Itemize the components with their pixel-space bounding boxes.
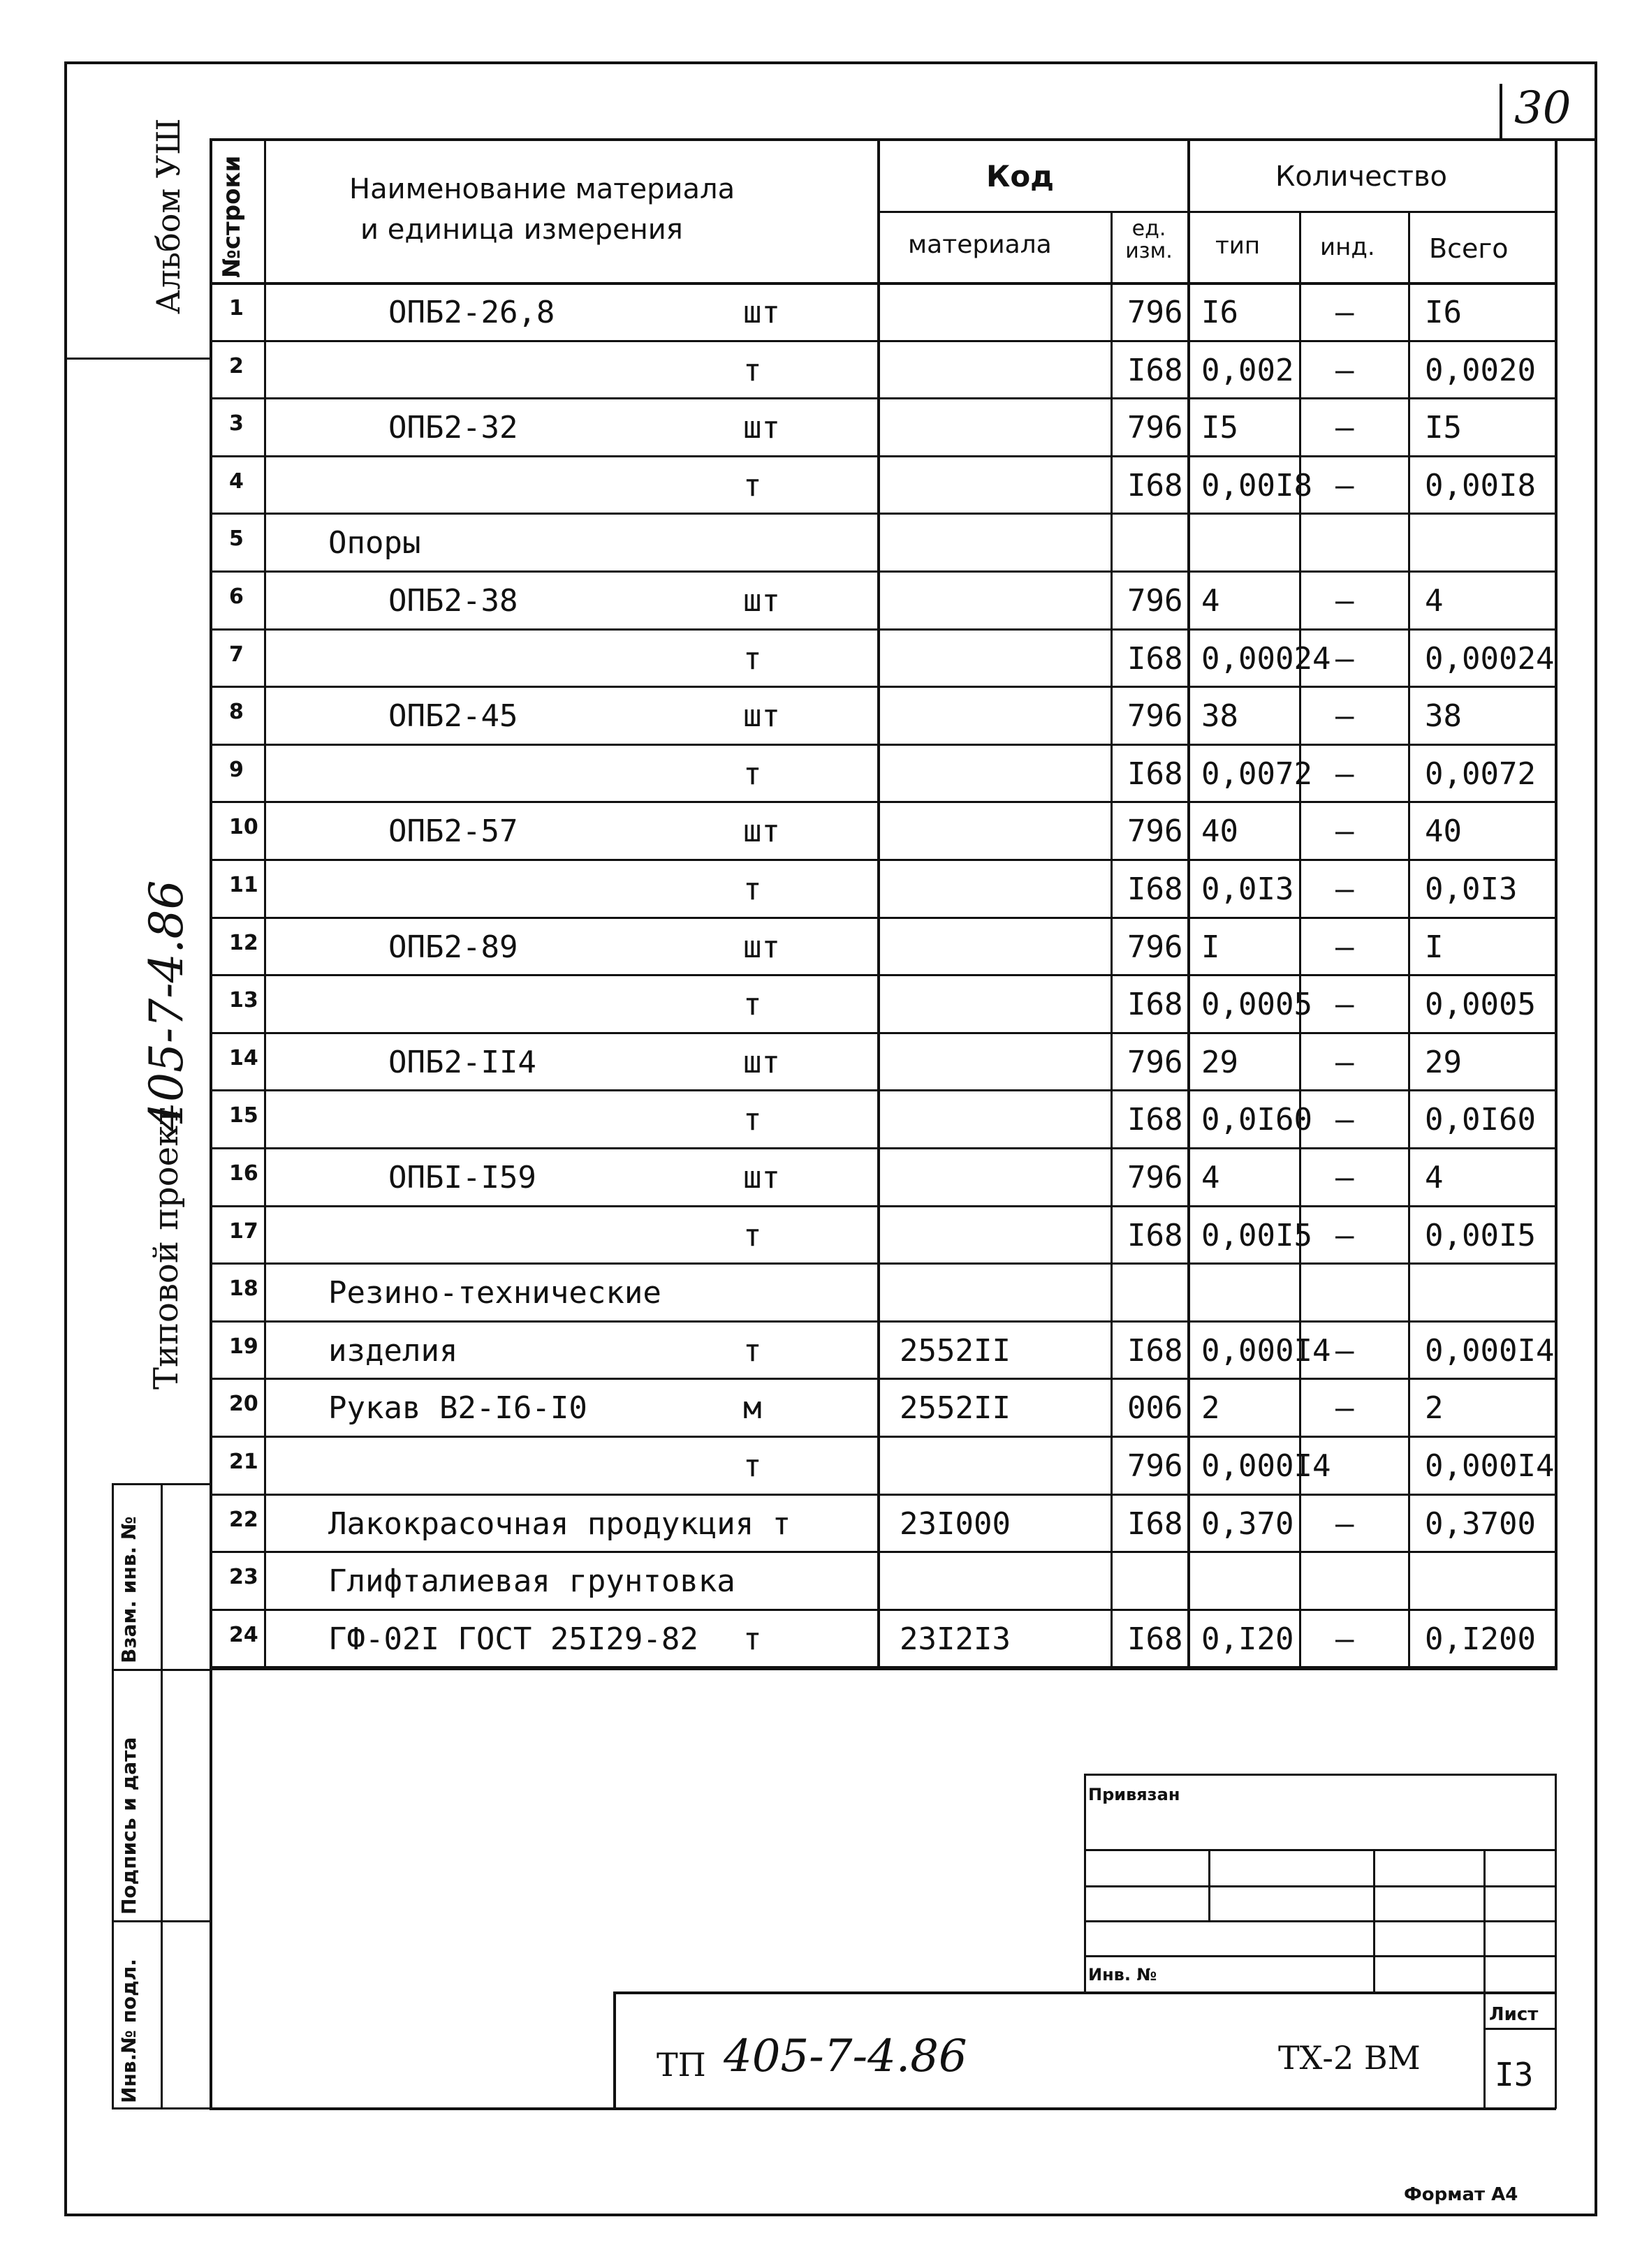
cell-ind: – (1335, 1332, 1354, 1369)
frame-right (1595, 61, 1597, 2216)
tb-col-3 (1483, 1849, 1486, 2107)
table-bottom (210, 1667, 1556, 1670)
cell-ind: – (1335, 813, 1354, 850)
cell-typ: 0,0I3 (1201, 871, 1294, 907)
row-number: 14 (229, 1045, 258, 1070)
cell-typ: 4 (1201, 1160, 1220, 1195)
frame-top (64, 61, 1597, 64)
tb-main-left (613, 1991, 616, 2109)
header-material: материала (908, 230, 1052, 259)
cell-unit: шт (743, 583, 780, 619)
cell-ind: – (1335, 1390, 1354, 1427)
cell-mat: 2552II (900, 1390, 1011, 1427)
cell-code: I68 (1127, 871, 1183, 907)
cell-ind: – (1335, 1505, 1354, 1542)
cell-code: 796 (1127, 1160, 1183, 1195)
table-row (210, 975, 1556, 1033)
table-row (210, 860, 1556, 918)
cell-unit: шт (743, 813, 780, 850)
cell-mat: 23I000 (900, 1505, 1011, 1542)
side-stamp-left (112, 1483, 114, 2109)
cell-total: 0,00024 (1425, 640, 1555, 677)
cell-code: 796 (1127, 698, 1183, 735)
frame-bottom (64, 2214, 1597, 2216)
row-number: 3 (229, 411, 244, 436)
table-row (210, 1552, 1556, 1610)
cell-code: I68 (1127, 756, 1183, 792)
cell-unit: шт (743, 929, 780, 965)
cell-typ: 38 (1201, 698, 1238, 735)
cell-total: 29 (1425, 1044, 1462, 1080)
stamp-inv: Инв. № (1088, 1965, 1157, 1984)
cell-code: I68 (1127, 1217, 1183, 1253)
table-row (210, 572, 1556, 630)
cell-code: I68 (1127, 352, 1183, 388)
cell-name: Опоры (328, 525, 421, 561)
tb-col-1 (1208, 1849, 1210, 1922)
cell-ind: – (1335, 467, 1354, 503)
row-number: 5 (229, 526, 244, 552)
row-number: 13 (229, 988, 258, 1013)
cell-total: 0,0I60 (1425, 1102, 1536, 1138)
cell-ind: – (1335, 1102, 1354, 1138)
cell-unit: шт (743, 410, 780, 446)
side-stamp-label-3: Инв.№ подл. (117, 1959, 140, 2103)
row-number: 22 (229, 1507, 258, 1532)
row-number: 21 (229, 1450, 258, 1474)
format-label: Формат А4 (1404, 2184, 1518, 2205)
tb-left-upper (1084, 1774, 1086, 1991)
cell-unit: т (743, 1217, 762, 1253)
cell-total: 0,0005 (1425, 987, 1536, 1023)
tb-main-top (613, 1991, 1556, 1994)
cell-code: 796 (1127, 1044, 1183, 1080)
cell-name: Резино-технические (328, 1275, 661, 1311)
table-top (210, 138, 1556, 141)
cell-ind: – (1335, 871, 1354, 907)
stamp-sheet-label: Лист (1489, 2004, 1539, 2025)
cell-code: I68 (1127, 1332, 1183, 1369)
header-type: тип (1215, 232, 1261, 260)
table-row (210, 1610, 1556, 1668)
row-number: 19 (229, 1334, 258, 1359)
cell-typ: 0,0005 (1201, 987, 1312, 1023)
cell-name: ОПБ2-45 (388, 698, 518, 735)
cell-total: 0,00I5 (1425, 1217, 1536, 1253)
table-row (210, 1264, 1556, 1322)
cell-total: 0,0I3 (1425, 871, 1518, 907)
cell-typ: 4 (1201, 583, 1220, 619)
cell-unit: м (743, 1390, 762, 1427)
row-number: 15 (229, 1103, 258, 1128)
cell-name: ОПБI-I59 (388, 1160, 536, 1195)
header-name-1: Наименование материала (349, 173, 735, 205)
cell-mat: 2552II (900, 1332, 1011, 1369)
cell-ind: – (1335, 698, 1354, 735)
table-row (210, 1322, 1556, 1380)
cell-name: ОПБ2-57 (388, 813, 518, 850)
row-number: 11 (229, 873, 258, 897)
table-row (210, 687, 1556, 745)
cell-name: ОПБ2-38 (388, 583, 518, 619)
stamp-sheet: I3 (1495, 2056, 1534, 2093)
cell-typ: 0,0I60 (1201, 1102, 1312, 1138)
side-stamp-top (112, 1483, 211, 1485)
side-stamp-label-2: Подпись и дата (117, 1737, 140, 1915)
cell-ind: – (1335, 1044, 1354, 1080)
table-row (210, 514, 1556, 572)
table-row (210, 1437, 1556, 1495)
table-row (210, 1033, 1556, 1091)
cell-name: ОПБ2-26,8 (388, 295, 555, 330)
row-number: 9 (229, 757, 244, 782)
cell-typ: 0,370 (1201, 1505, 1294, 1542)
cell-total: I (1425, 929, 1444, 965)
tb-col-2 (1373, 1849, 1375, 1991)
album-box-line (64, 358, 211, 360)
cell-ind: – (1335, 352, 1354, 388)
cell-total: 0,00I8 (1425, 467, 1536, 503)
header-total: Всего (1429, 233, 1509, 264)
cell-typ: 0,00024 (1201, 640, 1331, 677)
row-number: 4 (229, 469, 244, 494)
cell-unit: т (743, 640, 762, 677)
cell-ind: – (1335, 1160, 1354, 1195)
cell-typ: 0,000I4 (1201, 1448, 1331, 1484)
page-box-left (1500, 84, 1502, 140)
cell-unit: т (743, 1102, 762, 1138)
side-stamp-bottom (112, 2107, 211, 2109)
cell-ind: – (1335, 1217, 1354, 1253)
row-number: 7 (229, 642, 244, 667)
cell-total: I6 (1425, 295, 1462, 330)
cell-total: 40 (1425, 813, 1462, 850)
cell-unit: шт (743, 1160, 780, 1195)
cell-code: I68 (1127, 640, 1183, 677)
row-number: 1 (229, 296, 244, 321)
project-label: Типовой проект (147, 1107, 186, 1390)
tb-right (1555, 1774, 1557, 2109)
cell-name: Глифталиевая грунтовка (328, 1563, 735, 1600)
cell-ind: – (1335, 1621, 1354, 1657)
cell-name: Лакокрасочная продукция т (328, 1505, 791, 1542)
stamp-code: 405-7-4.86 (724, 2031, 967, 2082)
cell-code: 796 (1127, 295, 1183, 330)
row-number: 16 (229, 1161, 258, 1186)
cell-name: изделия (328, 1332, 458, 1369)
row-number: 17 (229, 1218, 258, 1244)
cell-unit: шт (743, 698, 780, 735)
row-number: 6 (229, 584, 244, 609)
table-row (210, 1379, 1556, 1437)
cell-code: I68 (1127, 1102, 1183, 1138)
cell-unit: т (743, 756, 762, 792)
cell-name: ОПБ2-32 (388, 410, 518, 446)
table-row (210, 1149, 1556, 1207)
album-label: Альбом УШ (149, 118, 187, 314)
cell-unit: шт (743, 295, 780, 330)
table-row (210, 1207, 1556, 1265)
cell-total: 0,0020 (1425, 352, 1536, 388)
cell-typ: I5 (1201, 410, 1238, 446)
cell-ind: – (1335, 295, 1354, 330)
side-stamp-label-1: Взам. инв. № (117, 1516, 140, 1663)
cell-unit: т (743, 1448, 762, 1484)
cell-code: 006 (1127, 1390, 1183, 1427)
cell-ind: – (1335, 756, 1354, 792)
cell-code: I68 (1127, 1505, 1183, 1542)
cell-ind: – (1335, 640, 1354, 677)
table-row (210, 1495, 1556, 1553)
cell-unit: т (743, 871, 762, 907)
cell-mat: 23I2I3 (900, 1621, 1011, 1657)
cell-code: 796 (1127, 813, 1183, 850)
cell-typ: I6 (1201, 295, 1238, 330)
cell-unit: т (743, 1332, 762, 1369)
cell-unit: шт (743, 1044, 780, 1080)
cell-code: 796 (1127, 583, 1183, 619)
header-unit: ед. изм. (1125, 216, 1173, 263)
cell-typ: 29 (1201, 1044, 1238, 1080)
tb-bottom (210, 2107, 1556, 2110)
table-row (210, 1091, 1556, 1149)
row-number: 23 (229, 1565, 258, 1590)
stamp-doc: ТХ-2 ВМ (1278, 2039, 1421, 2077)
cell-unit: т (743, 467, 762, 503)
side-stamp-sep2 (112, 1920, 211, 1922)
cell-name: ОПБ2-II4 (388, 1044, 536, 1080)
header-code: Код (986, 159, 1055, 193)
stamp-bound: Привязан (1088, 1785, 1180, 1804)
project-code-vertical: 405-7-4.86 (140, 880, 193, 1131)
cell-total: 0,0072 (1425, 756, 1536, 792)
cell-unit: т (743, 1621, 762, 1657)
cell-typ: 0,I20 (1201, 1621, 1294, 1657)
cell-total: 4 (1425, 583, 1444, 619)
cell-typ: 0,00I5 (1201, 1217, 1312, 1253)
cell-typ: 0,000I4 (1201, 1332, 1331, 1369)
header-ind: инд. (1320, 233, 1375, 261)
cell-code: 796 (1127, 929, 1183, 965)
table-row (210, 802, 1556, 860)
cell-code: I68 (1127, 987, 1183, 1023)
cell-name: ГФ-02I ГОСТ 25I29-82 (328, 1621, 698, 1657)
page-number: 30 (1514, 82, 1571, 134)
cell-ind: – (1335, 987, 1354, 1023)
row-number: 24 (229, 1622, 258, 1647)
row-number: 12 (229, 930, 258, 955)
cell-total: I5 (1425, 410, 1462, 446)
header-mid (879, 211, 1556, 213)
table-row (210, 745, 1556, 803)
cell-ind: – (1335, 583, 1354, 619)
cell-code: 796 (1127, 410, 1183, 446)
cell-unit: т (743, 352, 762, 388)
header-name-2: и единица измерения (360, 214, 683, 246)
tb-sheet-sep (1483, 2028, 1556, 2030)
cell-ind: – (1335, 410, 1354, 446)
table-row (210, 341, 1556, 399)
cell-typ: 2 (1201, 1390, 1220, 1427)
table-row (210, 457, 1556, 515)
cell-typ: 0,0072 (1201, 756, 1312, 792)
cell-code: I68 (1127, 467, 1183, 503)
side-stamp-right (161, 1483, 163, 2109)
row-number: 10 (229, 815, 258, 840)
cell-total: 2 (1425, 1390, 1444, 1427)
cell-typ: 0,00I8 (1201, 467, 1312, 503)
row-number: 18 (229, 1276, 258, 1302)
cell-total: 38 (1425, 698, 1462, 735)
table-row (210, 630, 1556, 688)
cell-total: 0,3700 (1425, 1505, 1536, 1542)
table-row (210, 284, 1556, 341)
row-number: 20 (229, 1392, 258, 1417)
row-number: 2 (229, 353, 244, 378)
stamp-series: ТП (657, 2046, 706, 2084)
cell-ind: – (1335, 929, 1354, 965)
header-row-no: №строки (218, 155, 246, 278)
cell-typ: 40 (1201, 813, 1238, 850)
cell-name: ОПБ2-89 (388, 929, 518, 965)
cell-total: 0,I200 (1425, 1621, 1536, 1657)
cell-unit: т (743, 987, 762, 1023)
cell-total: 0,000I4 (1425, 1332, 1555, 1369)
row-number: 8 (229, 700, 244, 725)
tb-top-upper (1084, 1774, 1556, 1776)
table-row (210, 918, 1556, 976)
cell-code: 796 (1127, 1448, 1183, 1484)
cell-typ: I (1201, 929, 1220, 965)
cell-total: 0,000I4 (1425, 1448, 1555, 1484)
frame-left (64, 61, 67, 2216)
cell-total: 4 (1425, 1160, 1444, 1195)
cell-code: I68 (1127, 1621, 1183, 1657)
cell-typ: 0,002 (1201, 352, 1294, 388)
table-row (210, 399, 1556, 457)
cell-name: Рукав В2-I6-I0 (328, 1390, 587, 1427)
header-quantity: Количество (1275, 161, 1448, 193)
side-stamp-sep1 (112, 1669, 211, 1671)
